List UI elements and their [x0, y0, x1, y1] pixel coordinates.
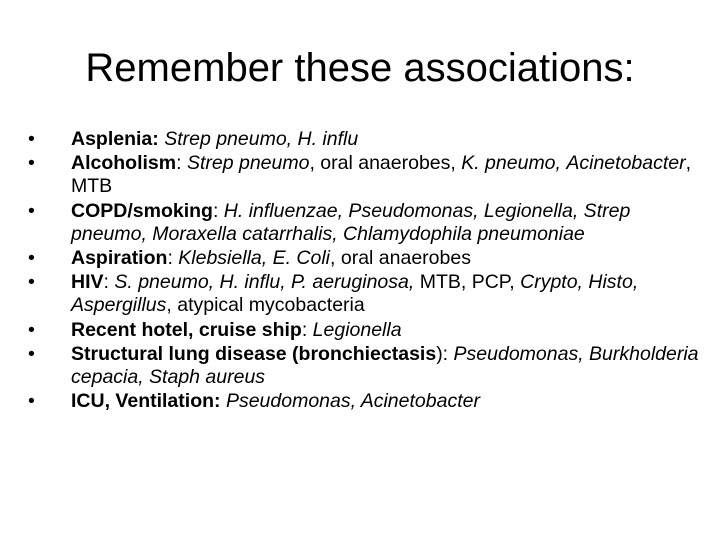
organism-text: Strep pneumo	[186, 152, 310, 175]
bullet-item	[28, 152, 708, 198]
bullet-text: , oral anaerobes,	[309, 152, 462, 175]
bullet-item	[28, 271, 708, 317]
bullet-heading-text: Asplenia:	[71, 128, 165, 150]
bullet-dot: •	[28, 271, 35, 294]
bullet-item	[28, 343, 708, 389]
bullet-dot: •	[28, 152, 35, 175]
bullet-heading-text: COPD/smoking	[71, 199, 213, 222]
organism-text: Crypto, Histo, Aspergillus	[71, 271, 643, 317]
bullet-item	[28, 200, 708, 246]
bullet-heading-text: ICU, Ventilation:	[71, 390, 226, 413]
bullet-text: :	[176, 152, 187, 175]
bullet-text: :	[301, 318, 313, 341]
organism-text: Pseudomonas, Burkholderia cepacia, Staph aureus	[71, 342, 704, 389]
organism-text: Acinetobacter	[566, 152, 686, 175]
bullet-heading-text: Recent hotel, cruise ship	[71, 318, 302, 341]
bullet-dot: •	[28, 342, 35, 365]
organism-text: Klebsiella, E. Coli	[178, 247, 331, 270]
bullet-item	[28, 390, 708, 413]
bullet-list	[28, 128, 708, 413]
bullet-dot: •	[28, 390, 35, 413]
organism-text: Pseudomonas, Acinetobacter	[225, 390, 480, 413]
bullet-text: :	[103, 271, 115, 294]
bullet-dot: •	[28, 199, 35, 222]
bullet-heading-text: Structural lung disease (bronchiectasis	[71, 342, 437, 365]
organism-text: Strep pneumo, H. influ	[164, 128, 359, 150]
bullet-item	[28, 319, 708, 342]
bullet-heading-text: HIV	[71, 271, 104, 294]
bullet-text: , oral anaerobes	[330, 247, 471, 270]
bullet-heading-text: Aspiration	[71, 247, 168, 270]
bullet-text: , MTB	[71, 152, 697, 198]
bullet-dot: •	[28, 247, 35, 270]
organism-text: S. pneumo, H. influ, P. aeruginosa,	[114, 271, 415, 294]
bullet-text: MTB, PCP,	[414, 271, 521, 294]
bullet-item	[28, 128, 708, 151]
bullet-text: :	[167, 247, 179, 270]
organism-text: K. pneumo,	[461, 152, 561, 175]
bullet-heading-text: Alcoholism	[71, 152, 177, 175]
bullet-item	[28, 247, 708, 270]
slide-title: Remember these associations:	[85, 46, 635, 90]
organism-text: H. influenzae, Pseudomonas, Legionella, Strep pneumo, Moraxella catarrhalis, Chlamydophila pneumoniae	[71, 199, 636, 245]
organism-text: Legionella	[312, 318, 402, 341]
bullet-text: :	[212, 199, 224, 222]
bullet-dot: •	[28, 318, 35, 341]
bullet-text: ):	[436, 342, 454, 365]
bullet-text: , atypical mycobacteria	[166, 294, 365, 317]
bullet-dot: •	[28, 128, 35, 150]
